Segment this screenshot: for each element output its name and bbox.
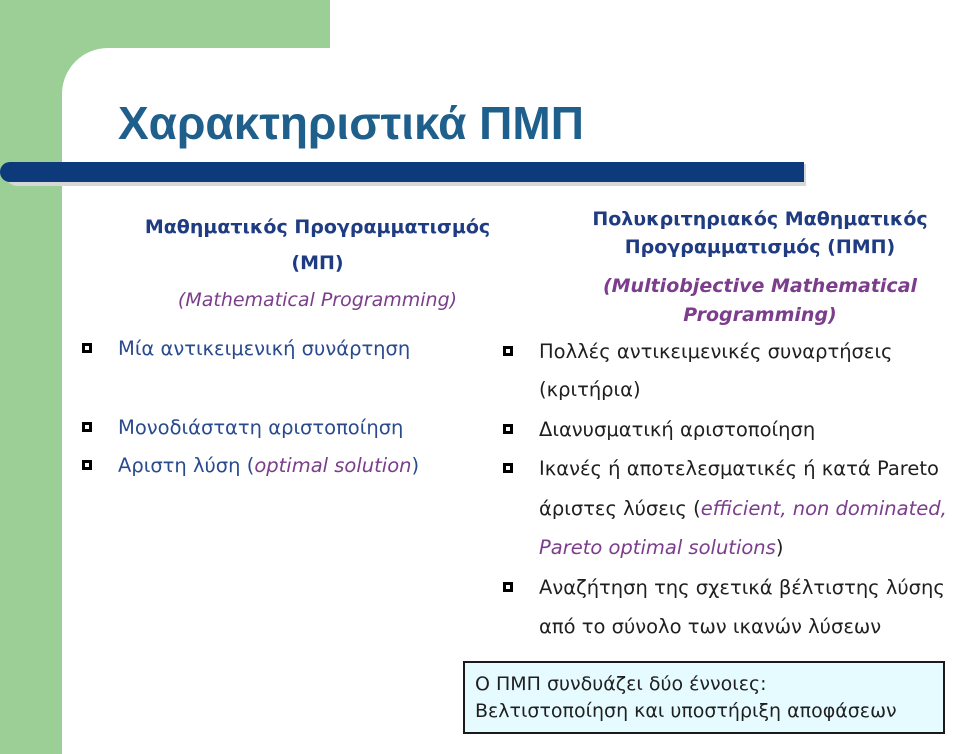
square-bullet-icon	[82, 343, 92, 353]
summary-box	[463, 661, 945, 734]
left-heading-line1: Μαθηματικός Προγραμματισμός	[144, 216, 491, 238]
summary-line-1: Ο ΠΜΠ συνδυάζει δύο έννοιες:	[475, 673, 767, 695]
square-bullet-icon	[82, 422, 92, 432]
right-bullet-4: Αναζήτηση της σχετικά βέλτιστης λύσης	[539, 576, 945, 599]
right-bullet-1-cont: (κριτήρια)	[539, 378, 641, 401]
right-heading-line2: Προγραμματισμός (ΠΜΠ)	[624, 236, 896, 258]
left-bullet-2: Μονοδιάστατη αριστοποίηση	[118, 416, 403, 439]
square-bullet-icon	[503, 424, 513, 434]
right-bullet-2: Διανυσματική αριστοποίηση	[539, 418, 815, 441]
left-bullet-1: Μία αντικειμενική συνάρτηση	[118, 337, 410, 360]
right-bullet-4-cont: από το σύνολο των ικανών λύσεων	[539, 615, 882, 638]
right-heading-english-2: Programming)	[683, 304, 837, 326]
left-heading-line2: (ΜΠ)	[291, 252, 344, 274]
square-bullet-icon	[82, 460, 92, 470]
right-heading-line1: Πολυκριτηριακός Μαθηματικός	[592, 208, 928, 230]
square-bullet-icon	[503, 582, 513, 592]
square-bullet-icon	[503, 346, 513, 356]
title-rule	[0, 162, 804, 182]
slide-content-card	[62, 48, 960, 754]
left-bullet-3: Αριστη λύση (optimal solution)	[118, 454, 419, 477]
right-heading-english-1: (Multiobjective Mathematical	[602, 275, 918, 297]
summary-line-2: Βελτιστοποίηση και υποστήριξη αποφάσεων	[475, 700, 897, 722]
right-bullet-1: Πολλές αντικειμενικές συναρτήσεις	[539, 340, 893, 363]
right-bullet-3-cont-2: Pareto optimal solutions)	[539, 536, 784, 559]
right-bullet-3-cont-1: άριστες λύσεις (efficient, non dominated,	[539, 497, 947, 520]
slide-title: Χαρακτηριστικά ΠΜΠ	[118, 97, 584, 149]
square-bullet-icon	[503, 463, 513, 473]
left-heading-english: (Mathematical Programming)	[177, 289, 458, 311]
right-bullet-3: Ικανές ή αποτελεσματικές ή κατά Pareto	[539, 457, 939, 480]
